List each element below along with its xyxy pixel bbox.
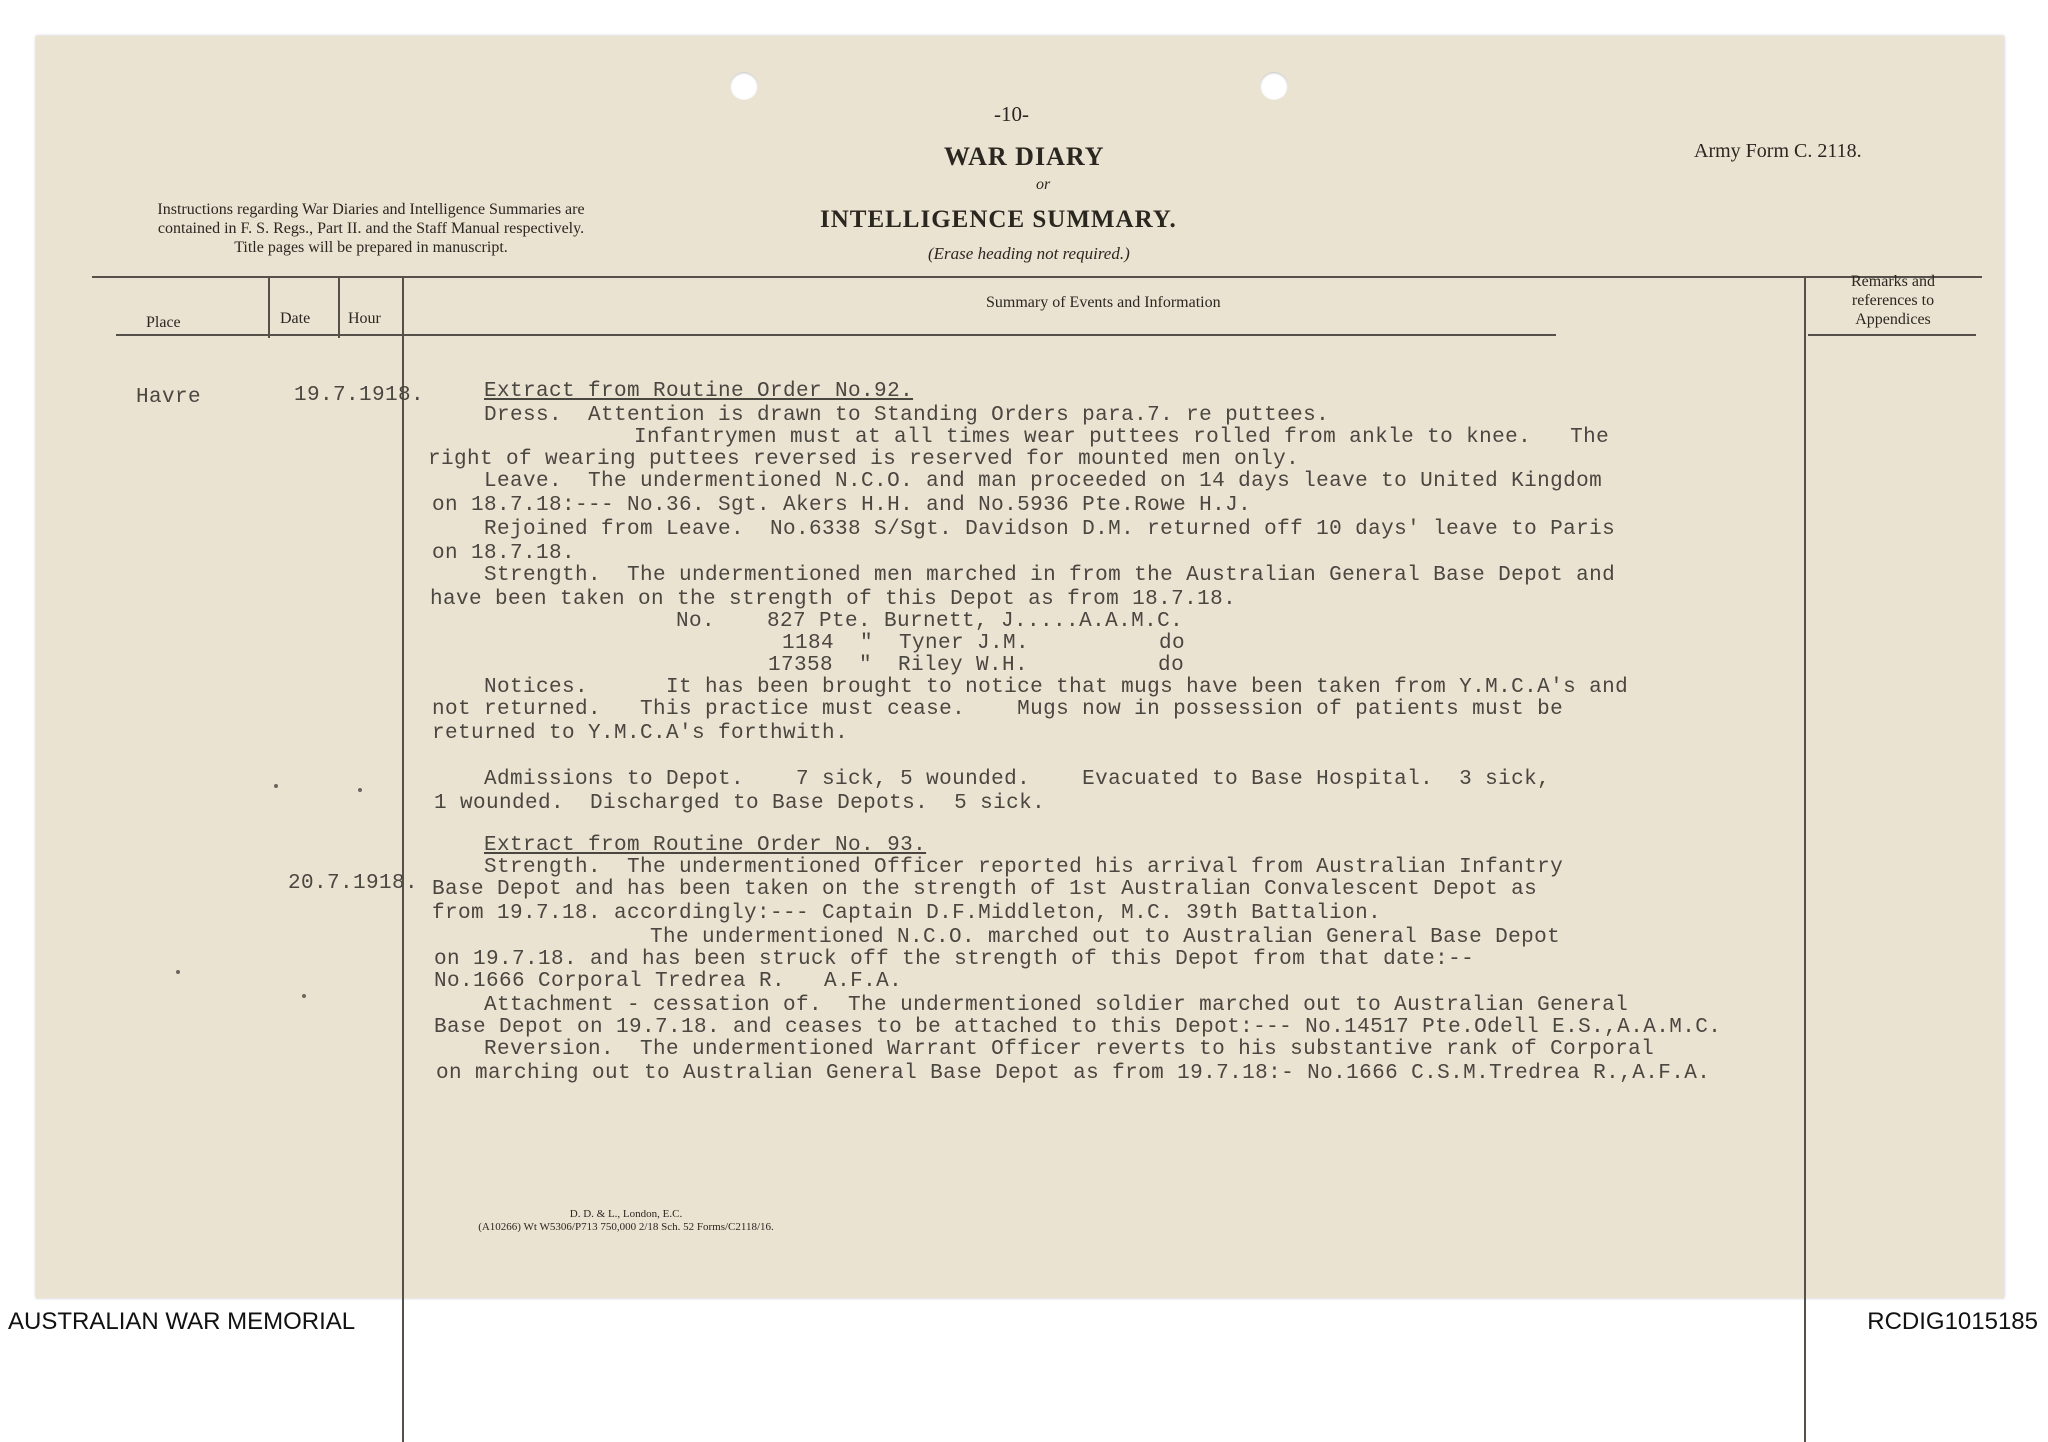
summary-line: No. 827 Pte. Burnett, J.....A.A.M.C.	[676, 610, 1184, 633]
summary-line: Leave. The undermentioned N.C.O. and man proceeded on 14 days leave to United Kingdom	[484, 470, 1603, 493]
summary-line: Attachment - cessation of. The undermentioned soldier marched out to Australian General	[484, 994, 1629, 1017]
summary-line: from 19.7.18. accordingly:--- Captain D.F.Middleton, M.C. 39th Battalion.	[432, 902, 1382, 925]
remarks-header-rule	[1808, 334, 1976, 336]
summary-line: have been taken on the strength of this Depot as from 18.7.18.	[430, 588, 1237, 611]
col-header-hour: Hour	[348, 310, 381, 327]
erase-note: (Erase heading not required.)	[928, 244, 1130, 263]
summary-line: Infantrymen must at all times wear puttees rolled from ankle to knee. The	[634, 426, 1610, 449]
summary-line: 1 wounded. Discharged to Base Depots. 5 sick.	[434, 792, 1046, 815]
printer-line: D. D. & L., London, E.C.	[569, 1208, 683, 1220]
summary-line: returned to Y.M.C.A's forthwith.	[432, 722, 849, 745]
ink-mark	[358, 788, 362, 792]
summary-line: The undermentioned N.C.O. marched out to Australian General Base Depot	[650, 926, 1561, 949]
summary-line: No.1666 Corporal Tredrea R. A.F.A.	[434, 970, 903, 993]
ink-mark	[176, 970, 180, 974]
table-top-rule	[92, 276, 1982, 278]
summary-line: on 18.7.18.	[432, 542, 576, 565]
archive-credit: AUSTRALIAN WAR MEMORIAL	[8, 1308, 356, 1335]
summary-line: Base Depot on 19.7.18. and ceases to be attached to this Depot:--- No.14517 Pte.Odell E.S.,A.A.M.C.	[434, 1016, 1722, 1039]
summary-line: Admissions to Depot. 7 sick, 5 wounded. Evacuated to Base Hospital. 3 sick,	[484, 768, 1551, 791]
col-header-place: Place	[146, 314, 181, 331]
summary-column-rule	[402, 276, 404, 1442]
summary-line: Extract from Routine Order No.92.	[484, 380, 914, 403]
form-subtitle: INTELLIGENCE SUMMARY.	[820, 206, 1177, 233]
form-title: WAR DIARY	[944, 142, 1105, 171]
summary-line: Strength. The undermentioned Officer reported his arrival from Australian Infantry	[484, 856, 1564, 879]
printer-imprint	[466, 1208, 786, 1234]
punch-hole	[730, 72, 758, 100]
army-form-number: Army Form C. 2118.	[1694, 140, 1862, 162]
summary-line: not returned. This practice must cease. Mugs now in possession of patients must be	[432, 698, 1564, 721]
archive-id: RCDIG1015185	[1867, 1308, 2038, 1335]
diary-page	[36, 36, 2004, 1298]
col-header-summary: Summary of Events and Information	[986, 294, 1221, 311]
summary-line: on marching out to Australian General Base Depot as from 19.7.18:- No.1666 C.S.M.Tredrea R.,A.F.A.	[436, 1062, 1711, 1085]
summary-line: Dress. Attention is drawn to Standing Orders para.7. re puttees.	[484, 404, 1330, 427]
col-header-date: Date	[280, 310, 311, 327]
summary-line: 1184 " Tyner J.M. do	[782, 632, 1186, 655]
date-cell: 19.7.1918.	[294, 384, 425, 407]
ink-mark	[274, 784, 278, 788]
col-header-remarks: Remarks and references to Appendices	[1851, 273, 1935, 328]
summary-line: Reversion. The undermentioned Warrant Officer reverts to his substantive rank of Corporal	[484, 1038, 1655, 1061]
remarks-column-rule	[1804, 276, 1806, 1442]
summary-line: Rejoined from Leave. No.6338 S/Sgt. Davidson D.M. returned off 10 days' leave to Paris	[484, 518, 1616, 541]
summary-line: Strength. The undermentioned men marched in from the Australian General Base Depot and	[484, 564, 1616, 587]
summary-line: Notices. It has been brought to notice that mugs have been taken from Y.M.C.A's and	[484, 676, 1629, 699]
date-cell: 20.7.1918.	[288, 872, 419, 895]
form-title-or: or	[1036, 176, 1051, 193]
date-column-rule	[268, 276, 270, 338]
printer-line: (A10266) Wt W5306/P713 750,000 2/18 Sch. 52 Forms/C2118/16.	[478, 1221, 774, 1233]
summary-line: Extract from Routine Order No. 93.	[484, 834, 927, 857]
hour-column-rule	[338, 276, 340, 338]
summary-line: on 19.7.18. and has been struck off the strength of this Depot from that date:--	[434, 948, 1475, 971]
table-header-rule	[116, 334, 1556, 336]
page-number: -10-	[994, 102, 1029, 126]
summary-line: Base Depot and has been taken on the strength of 1st Australian Convalescent Depot as	[432, 878, 1538, 901]
punch-hole	[1260, 72, 1288, 100]
place-cell: Havre	[136, 386, 202, 409]
ink-mark	[302, 994, 306, 998]
summary-line: on 18.7.18:--- No.36. Sgt. Akers H.H. and No.5936 Pte.Rowe H.J.	[432, 494, 1252, 517]
instructions-note: Instructions regarding War Diaries and Intelligence Summaries are contained in F. S. Regs., Part II. and the Staff Manual respectively. Title pages will be prepared in manuscript.	[157, 201, 585, 256]
summary-line: 17358 " Riley W.H. do	[768, 654, 1185, 677]
summary-line: right of wearing puttees reversed is reserved for mounted men only.	[428, 448, 1300, 471]
